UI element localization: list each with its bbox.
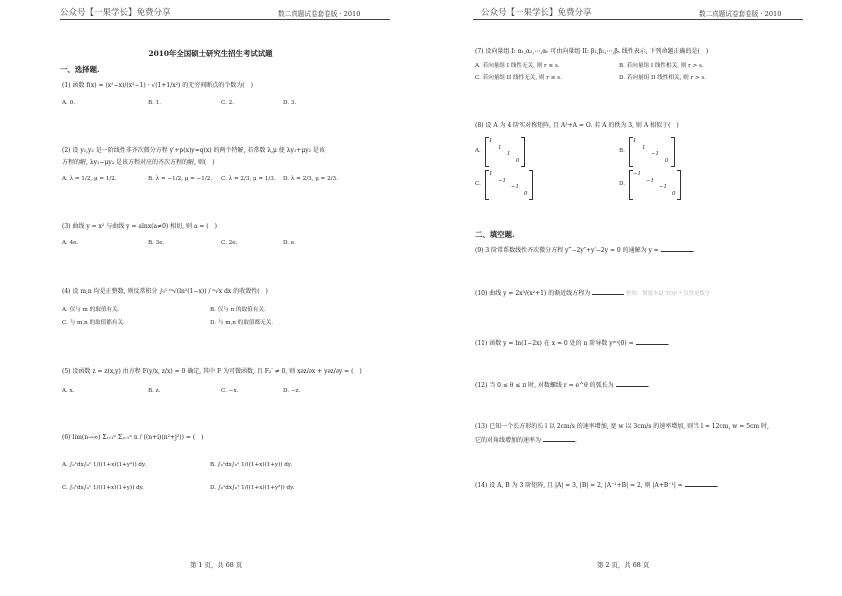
- question-5-option-c: C. −x.: [221, 388, 239, 394]
- question-9: [475, 245, 695, 255]
- matrix-c-entry-4: 0: [524, 191, 528, 197]
- question-1-option-a: A. 0.: [62, 100, 75, 106]
- matrix-b-entry-4: 0: [665, 158, 669, 164]
- question-14-text: (14) 设 A, B 为 3 阶矩阵, 且 |A| = 3, |B| = 2, |A⁻¹+B| = 2, 则 |A+B⁻¹| =: [475, 482, 683, 489]
- question-5-option-d: D. −z.: [283, 388, 301, 394]
- matrix-bracket-right: [671, 137, 675, 167]
- question-12: [475, 380, 649, 390]
- question-5-option-a: A. x.: [62, 388, 75, 394]
- answer-blank: [592, 288, 624, 295]
- exam-page-2: [421, 0, 842, 596]
- question-13-text: 它的对角线增加的速率为: [475, 437, 542, 444]
- question-3-option-d: D. e.: [283, 240, 296, 246]
- page-header-source: 公众号【一果学长】免费分享: [481, 7, 592, 17]
- question-3-option-b: B. 3e.: [148, 240, 165, 246]
- exam-title: 2010年全国硕士研究生招生考试试题: [148, 49, 273, 58]
- question-11: [475, 338, 669, 348]
- question-6-option-b: B. ∫₀¹dx∫₀ˣ 1/((1+x)(1+y)) dy.: [210, 462, 293, 468]
- question-2-line-2: 方程的解, λy₁−μy₂ 是该方程对应的齐次方程的解, 则( ): [62, 159, 215, 166]
- question-4-option-d: D. 与 m,n 的取值都无关.: [210, 320, 274, 326]
- matrix-d-entry-4: 0: [672, 191, 676, 197]
- question-4-option-b: B. 仅与 n 的取值有关.: [210, 307, 266, 313]
- question-13-tail: .: [574, 437, 577, 444]
- question-3-option-c: C. 2e.: [221, 240, 238, 246]
- answer-blank: [661, 245, 693, 252]
- question-14: [475, 480, 719, 490]
- matrix-c-entry-1: 1: [489, 171, 493, 177]
- question-12-text: (12) 当 0 ≤ θ ≤ π 时, 对数螺线 r = e^θ 的弧长为: [475, 382, 614, 389]
- matrix-bracket-right: [521, 137, 525, 167]
- matrix-bracket-right: [529, 170, 533, 200]
- question-5-option-b: B. z.: [148, 388, 161, 394]
- question-6-option-c: C. ∫₀¹dx∫₀¹ 1/((1+x)(1+y)) dy.: [62, 485, 144, 491]
- section-heading-choice: 一、选择题.: [60, 65, 100, 74]
- matrix-d-entry-1: −1: [633, 171, 641, 177]
- question-2-option-a: A. λ = 1/2, μ = 1/2.: [62, 176, 117, 182]
- question-7-option-b: B. 若向量组 I 线性相关, 则 r > s.: [619, 63, 704, 69]
- matrix-b-entry-3: −1: [651, 151, 659, 157]
- page-header-title: 数二真题试卷套卷版 · 2010: [278, 10, 361, 18]
- page-header-source: 公众号【一果学长】免费分享: [60, 7, 171, 17]
- question-7: (7) 设向量组 I: α₁,α₂,⋯,αᵣ 可由向量组 II: β₁,β₂,⋯,βₛ 线性表示, 下列命题正确的是( ): [475, 48, 709, 55]
- question-1-option-b: B. 1.: [148, 100, 162, 106]
- question-4-option-c: C. 与 m,n 的取值都有关.: [62, 320, 125, 326]
- question-13-line-2: [475, 435, 577, 445]
- question-10: [475, 288, 710, 298]
- header-rule: [60, 19, 390, 20]
- matrix-a-entry-1: 1: [489, 138, 493, 144]
- section-heading-fill: 二、填空题.: [475, 230, 515, 239]
- answer-blank: [616, 380, 648, 387]
- question-2-option-b: B. λ = −1/2, μ = −1/2.: [148, 176, 213, 182]
- question-6: (6) lim(n→∞) Σᵢ₌₁ⁿ Σⱼ₌₁ⁿ n / ((n+i)(n²+j²)) = ( ): [62, 434, 204, 441]
- question-14-tail: .: [716, 482, 719, 489]
- question-2-option-d: D. λ = 2/3, μ = 2/3.: [283, 176, 338, 182]
- question-13-line-1: (13) 已知一个长方形的长 l 以 2cm/s 的速率增加, 宽 w 以 3cm/s 的速率增加, 则当 l = 12cm, w = 5cm 时,: [475, 423, 769, 430]
- question-12-tail: .: [647, 382, 650, 389]
- question-7-option-d: D. 若向量组 II 线性相关, 则 r > s.: [619, 75, 707, 81]
- question-4-option-a: A. 仅与 m 的取值有关.: [62, 307, 120, 313]
- matrix-a-entry-2: 1: [498, 145, 502, 151]
- question-6-option-a: A. ∫₀¹dx∫₀ˣ 1/((1+x)(1+y²)) dy.: [62, 462, 147, 468]
- question-1-option-d: D. 3.: [283, 100, 297, 106]
- matrix-d-entry-2: −1: [646, 178, 654, 184]
- question-1-option-c: C. 2.: [221, 100, 234, 106]
- question-8-option-b: B.: [619, 148, 625, 154]
- question-8: (8) 设 A 为 4 阶实对称矩阵, 且 A²+A = O. 若 A 的秩为 3, 则 A 相似于( ): [475, 122, 679, 129]
- page-header-title: 数二真题试卷套卷版 · 2010: [699, 10, 782, 18]
- matrix-a-entry-3: 1: [507, 151, 511, 157]
- question-2-option-c: C. λ = 2/3, μ = 1/3.: [221, 176, 276, 182]
- matrix-a-entry-4: 0: [516, 158, 520, 164]
- answer-blank: [543, 435, 575, 442]
- matrix-b-entry-1: 1: [633, 138, 637, 144]
- question-7-option-a: A. 若向量组 I 线性无关, 则 r ≤ s.: [475, 63, 560, 69]
- question-11-tail: .: [667, 340, 670, 347]
- answer-blank: [636, 338, 668, 345]
- matrix-c-entry-2: −1: [498, 178, 506, 184]
- question-1: (1) 函数 f(x) = (x²−x)/(x²−1) · √(1+1/x²) 的无穷间断点的个数为( ): [62, 82, 253, 89]
- question-6-option-d: D. ∫₀¹dx∫₀¹ 1/((1+x)(1+y²)) dy.: [210, 485, 295, 491]
- matrix-b-entry-2: 1: [642, 145, 646, 151]
- question-3: (3) 曲线 y = x² 与曲线 y = alnx(a≠0) 相切, 则 a = ( ): [62, 223, 217, 230]
- question-9-text: (9) 3 阶常系数线性齐次微分方程 y‴−2y″+y′−2y = 0 的通解为 y =: [475, 247, 659, 254]
- page-footer: 第 1 页，共 68 页: [190, 561, 243, 569]
- question-11-text: (11) 函数 y = ln(1−2x) 在 x = 0 处的 n 阶导数 y⁽ⁿ⁾(0) =: [475, 340, 634, 347]
- question-9-tail: .: [692, 247, 695, 254]
- header-rule: [473, 19, 803, 20]
- question-8-option-d: D.: [619, 181, 626, 187]
- watermark-text: 整理：微题本最 TOP * 设置更数学: [626, 291, 711, 297]
- question-5: (5) 设函数 z = z(x,y) 由方程 F(y/x, z/x) = 0 确定, 其中 F 为可微函数, 且 F₂′ ≠ 0, 则 x∂z/∂x + y∂z/∂y = ( ): [62, 368, 362, 375]
- question-10-text: (10) 曲线 y = 2x³/(x²+1) 的渐近线方程为: [475, 290, 591, 297]
- matrix-d-entry-3: −1: [659, 184, 667, 190]
- question-2-line-1: (2) 设 y₁,y₂ 是一阶线性非齐次微分方程 y′+p(x)y=q(x) 的两个特解, 若常数 λ,μ 使 λy₁+μy₂ 是该: [62, 147, 325, 154]
- question-7-option-c: C. 若向量组 II 线性无关, 则 r ≤ s.: [475, 75, 562, 81]
- question-8-option-c: C.: [475, 181, 481, 187]
- question-4: (4) 设 m,n 均是正整数, 则反常积分 ∫₀¹ ᵐ√(ln²(1−x)) / ⁿ√x dx 的收敛性( ): [62, 288, 268, 295]
- question-8-option-a: A.: [475, 148, 481, 154]
- matrix-c-entry-3: −1: [511, 184, 519, 190]
- page-footer: 第 2 页，共 68 页: [597, 561, 650, 569]
- matrix-bracket-right: [677, 170, 681, 200]
- answer-blank: [685, 480, 717, 487]
- question-3-option-a: A. 4e.: [62, 240, 79, 246]
